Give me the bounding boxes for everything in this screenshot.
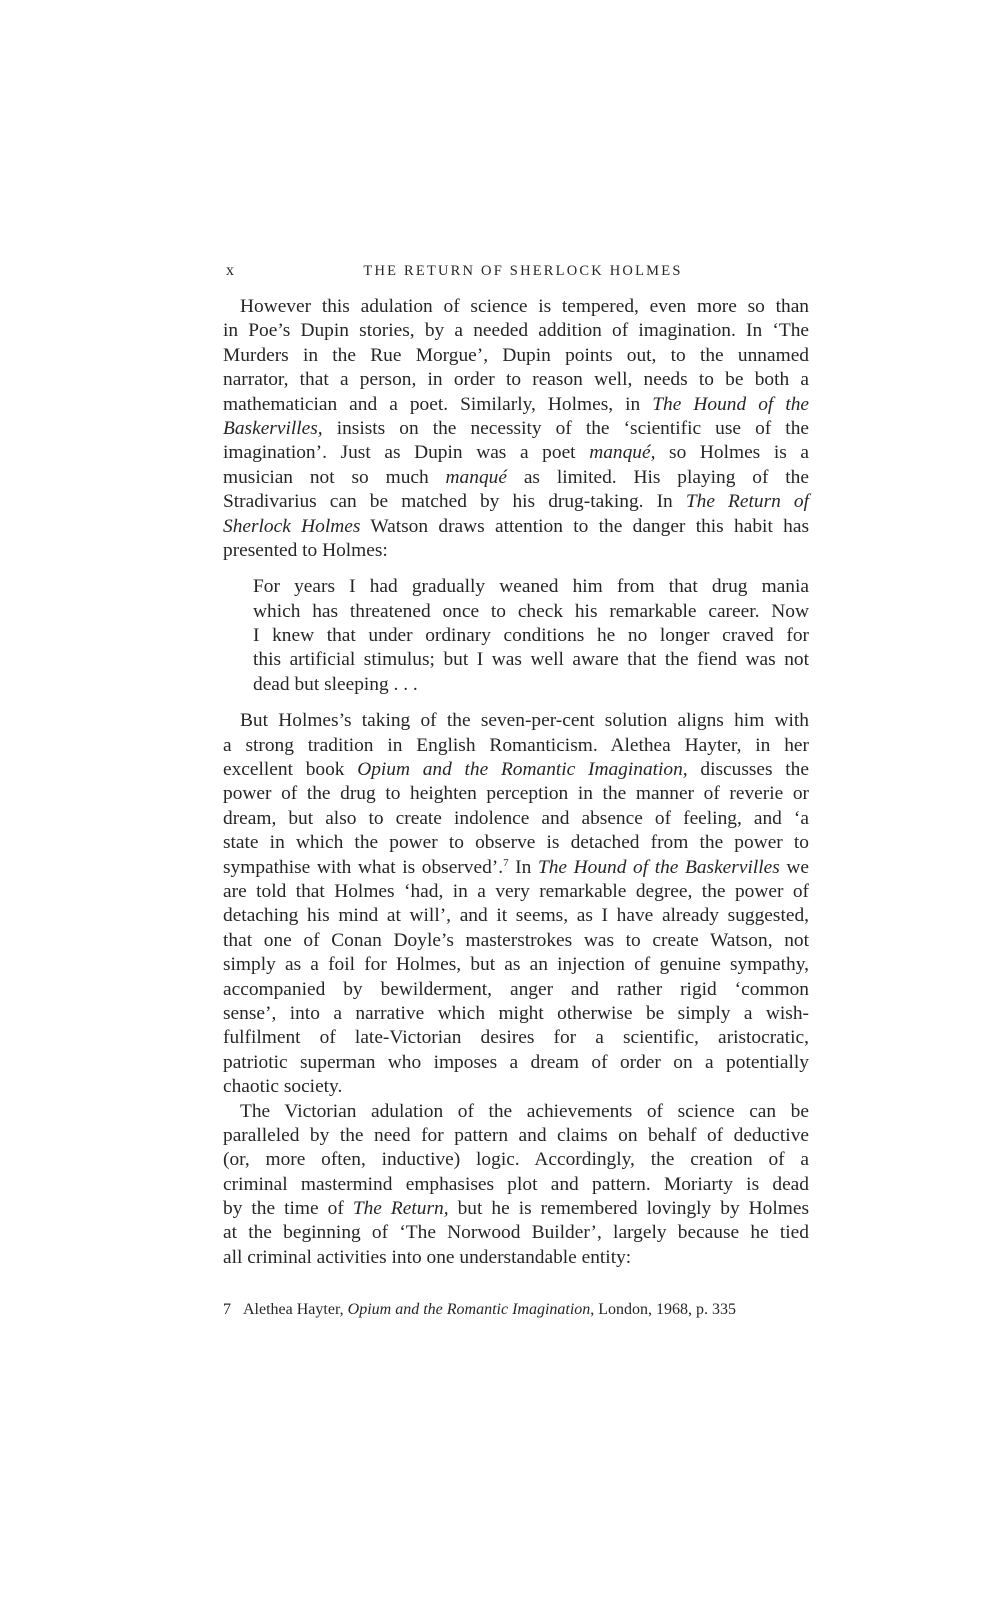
text-span: as limited. His playing of the [506,466,809,488]
text-line [223,490,809,514]
text-span: dead but sleeping . . . [253,673,418,695]
text-line [223,953,809,977]
text-span: criminal mastermind emphasises plot and pattern. Moriarty is dead [223,1173,809,1195]
text-line [223,417,809,441]
text-line [223,1148,809,1172]
paragraph [223,709,809,1099]
text-span: a strong tradition in English Romanticism. Alethea Hayter, in her [223,734,809,756]
running-title: THE RETURN OF SHERLOCK HOLMES [363,263,683,279]
footnote-author: Alethea Hayter, [243,1301,348,1318]
footnote-publication: , London, 1968, p. 335 [590,1301,737,1318]
text-span: For years I had gradually weaned him from that drug mania [253,576,809,598]
italic-text: manqué [445,466,507,488]
text-span: power of the drug to heighten perception in the manner of reverie or [223,783,809,805]
text-span: chaotic society. [223,1076,343,1098]
text-line [223,807,809,831]
text-line [223,831,809,855]
paragraph [223,295,809,563]
text-line [223,978,809,1002]
text-line [223,368,809,392]
text-line [223,393,809,417]
text-line [223,1002,809,1026]
text-span: mathematician and a poet. Similarly, Holmes, in [223,393,653,415]
text-line [223,1173,809,1197]
paragraph [223,1100,809,1271]
text-line [253,648,809,672]
text-line [223,1051,809,1075]
text-span: narrator, that a person, in order to reason well, needs to be both a [223,369,809,391]
text-span: excellent book [223,759,358,781]
text-line [223,539,809,563]
text-line [223,515,809,539]
text-span: this artificial stimulus; but I was well aware that the fiend was not [253,649,809,671]
text-span: we [779,856,809,878]
text-span: Stradivarius can be matched by his drug-taking. In [223,491,686,513]
text-span: are told that Holmes ‘had, in a very remarkable degree, the power of [223,880,809,902]
text-line [223,1100,809,1124]
footnote [223,1301,809,1319]
text-line [223,441,809,465]
italic-text: Opium and the Romantic Imagination, [357,759,688,781]
text-span: The Victorian adulation of the achievements of science can be [240,1100,809,1122]
text-line [223,904,809,928]
text-span: so Holmes is a [655,442,809,464]
text-span: detaching his mind at will’, and it seems, as I have already suggested, [223,905,809,927]
text-span: sympathise with what is observed’. [223,856,504,878]
text-span: by the time of [223,1198,353,1220]
text-span: discusses the [687,759,809,781]
text-line [223,1075,809,1099]
text-span: However this adulation of science is tempered, even more so than [240,296,809,317]
text-span: all criminal activities into one understandable entity: [223,1246,632,1268]
text-line [223,929,809,953]
text-line [223,1124,809,1148]
text-span: fulfilment of late-Victorian desires for a scientific, aristocratic, [223,1027,809,1049]
text-span: accompanied by bewilderment, anger and rather rigid ‘common [223,978,809,1000]
text-span: paralleled by the need for pattern and claims on behalf of deductive [223,1124,809,1146]
text-span: at the beginning of ‘The Norwood Builder’, largely because he tied [223,1222,809,1244]
text-line [253,673,809,697]
text-line [223,344,809,368]
text-line [223,1246,809,1270]
text-line [223,319,809,343]
text-span: In [508,856,538,878]
text-span: sense’, into a narrative which might otherwise be simply a wish- [223,1002,809,1024]
text-line [223,734,809,758]
italic-text: The Hound of the [652,393,810,415]
italic-text: Sherlock Holmes [223,515,361,537]
running-header [223,262,809,284]
text-span: But Holmes’s taking of the seven-per-cent solution aligns him with [240,710,809,732]
text-line [223,1221,809,1245]
text-span: patriotic superman who imposes a dream of order on a potentially [223,1051,809,1073]
page-number: x [226,262,234,279]
text-span: (or, more often, inductive) logic. Accordingly, the creation of a [223,1149,809,1171]
text-line [223,1026,809,1050]
text-line [223,758,809,782]
italic-text: manqué, [589,442,656,464]
text-span: which has threatened once to check his remarkable career. Now [253,600,809,622]
footnote-title: Opium and the Romantic Imagination [347,1301,591,1318]
text-span: in Poe’s Dupin stories, by a needed addition of imagination. In ‘The [223,320,809,342]
text-line [223,782,809,806]
italic-text: The Return of [685,491,809,513]
text-span: simply as a foil for Holmes, but as an injection of genuine sympathy, [223,954,809,976]
text-span: Watson draws attention to the danger this habit has [360,515,810,537]
text-line [223,466,809,490]
text-line [223,295,809,319]
footnote-ref: 7 [503,856,509,869]
text-line [253,575,809,599]
text-span: musician not so much [223,466,446,488]
text-span: dream, but also to create indolence and absence of feeling, and ‘a [223,807,809,829]
text-span: Murders in the Rue Morgue’, Dupin points out, to the unnamed [223,344,809,366]
footnote-number: 7 [223,1301,231,1318]
text-span: imagination’. Just as Dupin was a poet [223,442,590,464]
text-span: state in which the power to observe is detached from the power to [223,832,809,854]
text-line [223,709,809,733]
text-span: that one of Conan Doyle’s masterstrokes was to create Watson, not [223,929,809,951]
text-span: insists on the necessity of the ‘scientific use of the [322,417,809,439]
text-span: presented to Holmes: [223,539,388,561]
text-span: but he is remembered lovingly by Holmes [448,1198,810,1220]
italic-text: Baskervilles, [223,417,323,439]
block-quote [253,575,809,697]
text-line [223,880,809,904]
text-line [253,624,809,648]
text-line [223,856,809,880]
italic-text: The Return, [352,1198,449,1220]
body-text [223,295,809,1270]
italic-text: The Hound of the Baskervilles [537,856,780,878]
text-line [253,600,809,624]
text-line [223,1197,809,1221]
text-span: I knew that under ordinary conditions he no longer craved for [253,625,809,647]
